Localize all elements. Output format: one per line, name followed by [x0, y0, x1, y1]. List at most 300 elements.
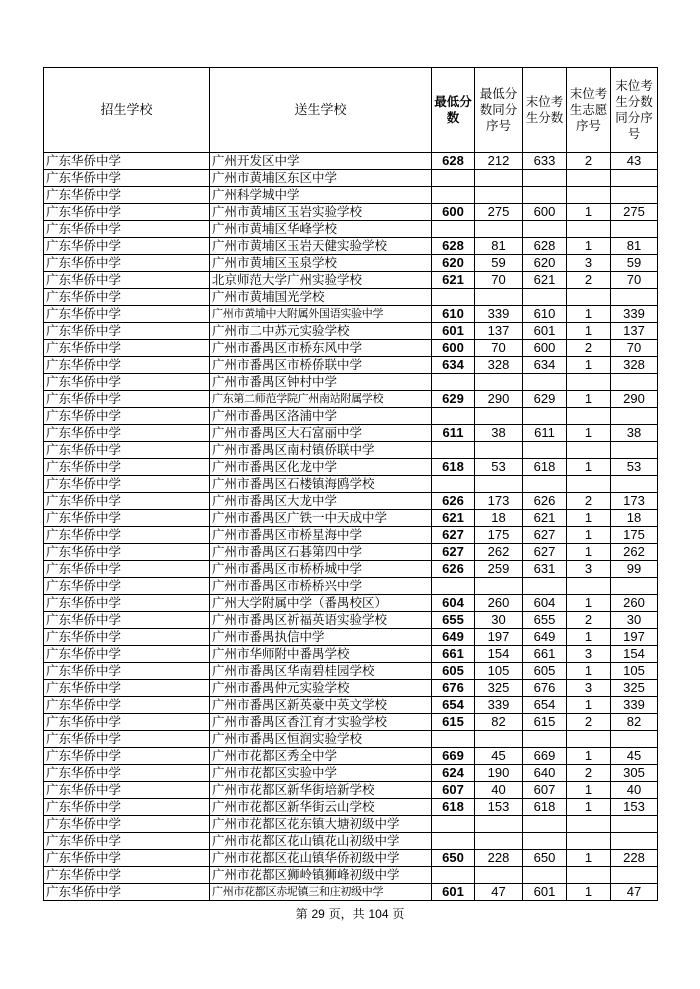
- cell-enrolling-school: 广东华侨中学: [44, 476, 210, 493]
- cell-last-choice-order: 3: [567, 680, 611, 697]
- cell-last-choice-order: [567, 731, 611, 748]
- cell-enrolling-school: 广东华侨中学: [44, 765, 210, 782]
- table-row: [44, 544, 658, 561]
- table-row: [44, 289, 658, 306]
- table-header-row: [44, 68, 658, 153]
- cell-min-score: [432, 731, 475, 748]
- cell-min-score-rank: [475, 867, 523, 884]
- cell-min-score-rank: 45: [475, 748, 523, 765]
- cell-last-choice-order: [567, 374, 611, 391]
- cell-min-score-rank: 18: [475, 510, 523, 527]
- cell-last-choice-order: 1: [567, 782, 611, 799]
- cell-min-score-rank: [475, 578, 523, 595]
- cell-min-score-rank: [475, 170, 523, 187]
- cell-last-score-rank: [611, 731, 658, 748]
- table-row: [44, 476, 658, 493]
- cell-enrolling-school: 广东华侨中学: [44, 510, 210, 527]
- cell-last-score-rank: [611, 408, 658, 425]
- cell-last-score-rank: 197: [611, 629, 658, 646]
- cell-last-score: [523, 833, 567, 850]
- cell-last-score: 634: [523, 357, 567, 374]
- cell-sending-school: 广州市花都区新华街培新学校: [210, 782, 432, 799]
- table-row: [44, 629, 658, 646]
- cell-last-score-rank: 153: [611, 799, 658, 816]
- cell-enrolling-school: 广东华侨中学: [44, 306, 210, 323]
- cell-enrolling-school: 广东华侨中学: [44, 629, 210, 646]
- cell-last-score-rank: 154: [611, 646, 658, 663]
- cell-min-score-rank: 228: [475, 850, 523, 867]
- cell-enrolling-school: 广东华侨中学: [44, 799, 210, 816]
- cell-sending-school: 广州市花都区花山镇花山初级中学: [210, 833, 432, 850]
- cell-sending-school: 广州市番禺区石碁第四中学: [210, 544, 432, 561]
- cell-min-score: 600: [432, 204, 475, 221]
- cell-enrolling-school: 广东华侨中学: [44, 391, 210, 408]
- cell-min-score: 610: [432, 306, 475, 323]
- cell-last-choice-order: 2: [567, 272, 611, 289]
- cell-enrolling-school: 广东华侨中学: [44, 408, 210, 425]
- footer-prefix: 第: [295, 907, 312, 921]
- cell-min-score: 615: [432, 714, 475, 731]
- cell-enrolling-school: 广东华侨中学: [44, 680, 210, 697]
- cell-min-score: 650: [432, 850, 475, 867]
- cell-min-score-rank: [475, 374, 523, 391]
- cell-last-score: 669: [523, 748, 567, 765]
- table-row: [44, 187, 658, 204]
- cell-last-score: 627: [523, 544, 567, 561]
- cell-sending-school: 广州市花都区秀全中学: [210, 748, 432, 765]
- cell-enrolling-school: 广东华侨中学: [44, 374, 210, 391]
- header-last-score: 末位考生分数: [523, 68, 567, 153]
- cell-sending-school: 广东第二师范学院广州南站附属学校: [210, 391, 432, 408]
- cell-last-score-rank: 105: [611, 663, 658, 680]
- cell-last-choice-order: [567, 187, 611, 204]
- cell-last-choice-order: [567, 833, 611, 850]
- cell-sending-school: 广州市二中苏元实验学校: [210, 323, 432, 340]
- cell-min-score-rank: [475, 442, 523, 459]
- cell-last-score: 618: [523, 799, 567, 816]
- cell-min-score: [432, 408, 475, 425]
- cell-enrolling-school: 广东华侨中学: [44, 731, 210, 748]
- header-last-choice-order: 末位考生志愿序号: [567, 68, 611, 153]
- cell-last-score-rank: [611, 374, 658, 391]
- cell-last-score: 626: [523, 493, 567, 510]
- cell-last-choice-order: 1: [567, 748, 611, 765]
- table-row: [44, 238, 658, 255]
- cell-min-score-rank: 40: [475, 782, 523, 799]
- cell-min-score: [432, 578, 475, 595]
- cell-sending-school: 广州市番禺区南村镇侨联中学: [210, 442, 432, 459]
- cell-enrolling-school: 广东华侨中学: [44, 561, 210, 578]
- cell-last-score: 618: [523, 459, 567, 476]
- cell-sending-school: 广州市花都区实验中学: [210, 765, 432, 782]
- cell-min-score-rank: 70: [475, 272, 523, 289]
- cell-last-score-rank: 18: [611, 510, 658, 527]
- cell-min-score-rank: [475, 408, 523, 425]
- footer-middle: 页，共: [324, 907, 369, 921]
- table-row: [44, 595, 658, 612]
- cell-last-score-rank: 305: [611, 765, 658, 782]
- cell-last-score-rank: 47: [611, 884, 658, 901]
- cell-last-score-rank: 173: [611, 493, 658, 510]
- cell-min-score: [432, 289, 475, 306]
- table-row: [44, 323, 658, 340]
- cell-sending-school: 广州市番禺区市桥侨联中学: [210, 357, 432, 374]
- cell-last-score-rank: [611, 170, 658, 187]
- cell-last-score: [523, 289, 567, 306]
- table-row: [44, 578, 658, 595]
- cell-min-score: [432, 170, 475, 187]
- cell-last-score: [523, 476, 567, 493]
- cell-last-score: [523, 374, 567, 391]
- cell-sending-school: 广州市番禺区市桥东风中学: [210, 340, 432, 357]
- cell-min-score: [432, 374, 475, 391]
- cell-last-score-rank: [611, 221, 658, 238]
- cell-last-choice-order: 1: [567, 510, 611, 527]
- cell-sending-school: 广州市花都区赤坭镇三和庄初级中学: [210, 884, 432, 901]
- cell-last-score-rank: 275: [611, 204, 658, 221]
- cell-last-choice-order: [567, 816, 611, 833]
- cell-last-score: 607: [523, 782, 567, 799]
- cell-last-choice-order: [567, 408, 611, 425]
- table-row: [44, 748, 658, 765]
- cell-last-score: 621: [523, 272, 567, 289]
- cell-sending-school: 广州市番禺区石楼镇海鸥学校: [210, 476, 432, 493]
- cell-last-score-rank: [611, 289, 658, 306]
- cell-last-score-rank: 339: [611, 306, 658, 323]
- cell-last-score: 628: [523, 238, 567, 255]
- header-sending-school: 送生学校: [210, 68, 432, 153]
- cell-sending-school: 广州市番禺区钟村中学: [210, 374, 432, 391]
- cell-sending-school: 广州市黄埔区东区中学: [210, 170, 432, 187]
- header-enrolling-school: 招生学校: [44, 68, 210, 153]
- table-row: [44, 799, 658, 816]
- cell-last-score: 601: [523, 884, 567, 901]
- cell-min-score: 611: [432, 425, 475, 442]
- cell-last-score-rank: 70: [611, 272, 658, 289]
- cell-min-score-rank: 290: [475, 391, 523, 408]
- cell-min-score-rank: [475, 289, 523, 306]
- cell-last-score: 650: [523, 850, 567, 867]
- table-row: [44, 459, 658, 476]
- table-row: [44, 374, 658, 391]
- table-row: [44, 306, 658, 323]
- cell-last-choice-order: 2: [567, 765, 611, 782]
- cell-enrolling-school: 广东华侨中学: [44, 816, 210, 833]
- cell-last-choice-order: 1: [567, 629, 611, 646]
- cell-min-score: 624: [432, 765, 475, 782]
- cell-min-score-rank: 262: [475, 544, 523, 561]
- cell-last-score: 600: [523, 340, 567, 357]
- header-min-score: 最低分数: [432, 68, 475, 153]
- cell-last-score-rank: [611, 476, 658, 493]
- cell-last-score-rank: 40: [611, 782, 658, 799]
- cell-last-score: [523, 867, 567, 884]
- cell-last-score: 610: [523, 306, 567, 323]
- cell-min-score-rank: 275: [475, 204, 523, 221]
- cell-min-score-rank: [475, 476, 523, 493]
- cell-sending-school: 广州市花都区花山镇华侨初级中学: [210, 850, 432, 867]
- cell-min-score: 621: [432, 510, 475, 527]
- cell-last-score-rank: [611, 867, 658, 884]
- cell-enrolling-school: 广东华侨中学: [44, 646, 210, 663]
- cell-min-score-rank: 105: [475, 663, 523, 680]
- cell-enrolling-school: 广东华侨中学: [44, 204, 210, 221]
- cell-min-score-rank: 197: [475, 629, 523, 646]
- cell-enrolling-school: 广东华侨中学: [44, 493, 210, 510]
- cell-min-score: 634: [432, 357, 475, 374]
- cell-sending-school: 广州大学附属中学（番禺校区）: [210, 595, 432, 612]
- cell-min-score: [432, 442, 475, 459]
- table-row: [44, 731, 658, 748]
- cell-min-score-rank: 38: [475, 425, 523, 442]
- cell-last-choice-order: 1: [567, 850, 611, 867]
- cell-last-score-rank: 262: [611, 544, 658, 561]
- cell-min-score-rank: 339: [475, 306, 523, 323]
- table-row: [44, 340, 658, 357]
- cell-min-score-rank: 81: [475, 238, 523, 255]
- table-row: [44, 663, 658, 680]
- cell-last-score-rank: 137: [611, 323, 658, 340]
- cell-min-score: [432, 833, 475, 850]
- cell-min-score-rank: 175: [475, 527, 523, 544]
- cell-min-score-rank: [475, 833, 523, 850]
- cell-sending-school: 广州市花都区狮岭镇狮峰初级中学: [210, 867, 432, 884]
- cell-sending-school: 广州开发区中学: [210, 153, 432, 170]
- cell-enrolling-school: 广东华侨中学: [44, 595, 210, 612]
- cell-min-score-rank: 137: [475, 323, 523, 340]
- cell-last-choice-order: 1: [567, 459, 611, 476]
- cell-min-score: [432, 476, 475, 493]
- cell-last-choice-order: [567, 578, 611, 595]
- table-row: [44, 816, 658, 833]
- table-row: [44, 442, 658, 459]
- header-last-score-rank: 末位考生分数同分序号: [611, 68, 658, 153]
- cell-sending-school: 广州市番禺仲元实验学校: [210, 680, 432, 697]
- table-row: [44, 646, 658, 663]
- cell-min-score: 661: [432, 646, 475, 663]
- cell-min-score: 629: [432, 391, 475, 408]
- cell-last-choice-order: 3: [567, 561, 611, 578]
- table-row: [44, 391, 658, 408]
- table-row: [44, 357, 658, 374]
- cell-last-choice-order: 1: [567, 425, 611, 442]
- table-row: [44, 408, 658, 425]
- cell-last-score: 611: [523, 425, 567, 442]
- cell-enrolling-school: 广东华侨中学: [44, 221, 210, 238]
- cell-enrolling-school: 广东华侨中学: [44, 612, 210, 629]
- cell-last-score: 676: [523, 680, 567, 697]
- cell-min-score: 620: [432, 255, 475, 272]
- cell-enrolling-school: 广东华侨中学: [44, 867, 210, 884]
- cell-last-choice-order: 1: [567, 799, 611, 816]
- cell-last-score: [523, 442, 567, 459]
- cell-last-score-rank: 175: [611, 527, 658, 544]
- table-row: [44, 612, 658, 629]
- cell-sending-school: 广州市番禺区市桥桥兴中学: [210, 578, 432, 595]
- admission-score-table: [43, 67, 658, 901]
- cell-min-score: 626: [432, 493, 475, 510]
- cell-last-choice-order: 1: [567, 204, 611, 221]
- cell-enrolling-school: 广东华侨中学: [44, 425, 210, 442]
- cell-enrolling-school: 广东华侨中学: [44, 357, 210, 374]
- cell-last-score-rank: [611, 442, 658, 459]
- table-row: [44, 425, 658, 442]
- table-row: [44, 850, 658, 867]
- cell-sending-school: 广州市番禺区大龙中学: [210, 493, 432, 510]
- table-row: [44, 867, 658, 884]
- cell-last-choice-order: [567, 221, 611, 238]
- cell-last-score-rank: 81: [611, 238, 658, 255]
- cell-last-score: [523, 187, 567, 204]
- cell-sending-school: 广州市番禺区新英豪中英文学校: [210, 697, 432, 714]
- cell-sending-school: 广州市黄埔区玉岩实验学校: [210, 204, 432, 221]
- cell-last-choice-order: 2: [567, 153, 611, 170]
- cell-enrolling-school: 广东华侨中学: [44, 153, 210, 170]
- cell-min-score: [432, 187, 475, 204]
- cell-enrolling-school: 广东华侨中学: [44, 714, 210, 731]
- cell-min-score-rank: [475, 187, 523, 204]
- cell-min-score: 604: [432, 595, 475, 612]
- cell-sending-school: 广州市番禺区大石富丽中学: [210, 425, 432, 442]
- cell-min-score-rank: 30: [475, 612, 523, 629]
- table-row: [44, 204, 658, 221]
- cell-sending-school: 广州市黄埔区玉岩天健实验学校: [210, 238, 432, 255]
- cell-sending-school: 广州市番禺区华南碧桂园学校: [210, 663, 432, 680]
- cell-min-score: 601: [432, 884, 475, 901]
- cell-enrolling-school: 广东华侨中学: [44, 238, 210, 255]
- cell-min-score-rank: 190: [475, 765, 523, 782]
- cell-sending-school: 广州科学城中学: [210, 187, 432, 204]
- cell-min-score: 600: [432, 340, 475, 357]
- cell-min-score: 601: [432, 323, 475, 340]
- table-row: [44, 153, 658, 170]
- cell-last-choice-order: 1: [567, 323, 611, 340]
- table-row: [44, 221, 658, 238]
- table-row: [44, 493, 658, 510]
- cell-last-choice-order: 1: [567, 595, 611, 612]
- cell-last-score: 654: [523, 697, 567, 714]
- cell-last-score-rank: [611, 816, 658, 833]
- cell-enrolling-school: 广东华侨中学: [44, 884, 210, 901]
- cell-min-score-rank: 339: [475, 697, 523, 714]
- cell-sending-school: 广州市番禺区恒润实验学校: [210, 731, 432, 748]
- cell-last-score-rank: 290: [611, 391, 658, 408]
- page-footer: [0, 905, 700, 922]
- cell-last-choice-order: 2: [567, 612, 611, 629]
- cell-sending-school: 广州市番禺区广铁一中天成中学: [210, 510, 432, 527]
- cell-last-score: 649: [523, 629, 567, 646]
- cell-min-score: 655: [432, 612, 475, 629]
- cell-min-score-rank: 259: [475, 561, 523, 578]
- cell-last-score-rank: 53: [611, 459, 658, 476]
- cell-last-choice-order: 3: [567, 255, 611, 272]
- cell-last-score-rank: 70: [611, 340, 658, 357]
- cell-last-score: [523, 170, 567, 187]
- cell-enrolling-school: 广东华侨中学: [44, 833, 210, 850]
- cell-sending-school: 广州市黄埔中大附属外国语实验中学: [210, 306, 432, 323]
- cell-min-score: 628: [432, 238, 475, 255]
- cell-min-score-rank: 82: [475, 714, 523, 731]
- cell-sending-school: 广州市番禺区市桥星海中学: [210, 527, 432, 544]
- cell-min-score-rank: 47: [475, 884, 523, 901]
- cell-sending-school: 广州市黄埔区玉泉学校: [210, 255, 432, 272]
- cell-last-choice-order: 1: [567, 884, 611, 901]
- cell-last-score: 629: [523, 391, 567, 408]
- cell-enrolling-school: 广东华侨中学: [44, 850, 210, 867]
- header-min-score-rank: 最低分数同分序号: [475, 68, 523, 153]
- cell-last-score-rank: 82: [611, 714, 658, 731]
- cell-last-score: 615: [523, 714, 567, 731]
- cell-enrolling-school: 广东华侨中学: [44, 663, 210, 680]
- cell-last-score-rank: 38: [611, 425, 658, 442]
- cell-enrolling-school: 广东华侨中学: [44, 697, 210, 714]
- cell-last-choice-order: 1: [567, 697, 611, 714]
- cell-last-choice-order: 1: [567, 306, 611, 323]
- cell-enrolling-school: 广东华侨中学: [44, 170, 210, 187]
- cell-enrolling-school: 广东华侨中学: [44, 544, 210, 561]
- cell-enrolling-school: 广东华侨中学: [44, 578, 210, 595]
- cell-enrolling-school: 广东华侨中学: [44, 255, 210, 272]
- cell-min-score-rank: 153: [475, 799, 523, 816]
- cell-last-score-rank: 339: [611, 697, 658, 714]
- cell-last-score: 605: [523, 663, 567, 680]
- cell-min-score: 676: [432, 680, 475, 697]
- footer-suffix: 页: [388, 907, 405, 921]
- cell-min-score-rank: 59: [475, 255, 523, 272]
- page-number: 29: [311, 907, 325, 921]
- cell-min-score: 627: [432, 527, 475, 544]
- cell-last-choice-order: 1: [567, 663, 611, 680]
- cell-sending-school: 广州市番禺区香江育才实验学校: [210, 714, 432, 731]
- cell-min-score: 618: [432, 459, 475, 476]
- cell-sending-school: 广州市花都区花东镇大塘初级中学: [210, 816, 432, 833]
- cell-last-score: 621: [523, 510, 567, 527]
- cell-last-score: [523, 221, 567, 238]
- cell-min-score: 626: [432, 561, 475, 578]
- table-row: [44, 561, 658, 578]
- cell-enrolling-school: 广东华侨中学: [44, 340, 210, 357]
- cell-sending-school: 广州市番禺执信中学: [210, 629, 432, 646]
- cell-enrolling-school: 广东华侨中学: [44, 272, 210, 289]
- cell-last-choice-order: 1: [567, 544, 611, 561]
- cell-last-choice-order: 1: [567, 527, 611, 544]
- cell-enrolling-school: 广东华侨中学: [44, 442, 210, 459]
- cell-sending-school: 广州市番禺区祈福英语实验学校: [210, 612, 432, 629]
- cell-min-score-rank: [475, 816, 523, 833]
- cell-min-score: [432, 816, 475, 833]
- cell-last-choice-order: [567, 442, 611, 459]
- cell-sending-school: 广州市黄埔国光学校: [210, 289, 432, 306]
- cell-last-choice-order: 2: [567, 493, 611, 510]
- cell-last-score-rank: 43: [611, 153, 658, 170]
- cell-last-score-rank: 99: [611, 561, 658, 578]
- cell-min-score-rank: 173: [475, 493, 523, 510]
- cell-last-choice-order: [567, 476, 611, 493]
- cell-min-score: 605: [432, 663, 475, 680]
- cell-enrolling-school: 广东华侨中学: [44, 459, 210, 476]
- cell-last-score-rank: 260: [611, 595, 658, 612]
- cell-min-score-rank: 212: [475, 153, 523, 170]
- cell-min-score-rank: 260: [475, 595, 523, 612]
- cell-sending-school: 广州市华师附中番禺学校: [210, 646, 432, 663]
- cell-min-score: 618: [432, 799, 475, 816]
- cell-sending-school: 北京师范大学广州实验学校: [210, 272, 432, 289]
- cell-min-score: 607: [432, 782, 475, 799]
- cell-last-choice-order: 1: [567, 238, 611, 255]
- table-row: [44, 697, 658, 714]
- cell-last-score: 640: [523, 765, 567, 782]
- cell-last-choice-order: 2: [567, 714, 611, 731]
